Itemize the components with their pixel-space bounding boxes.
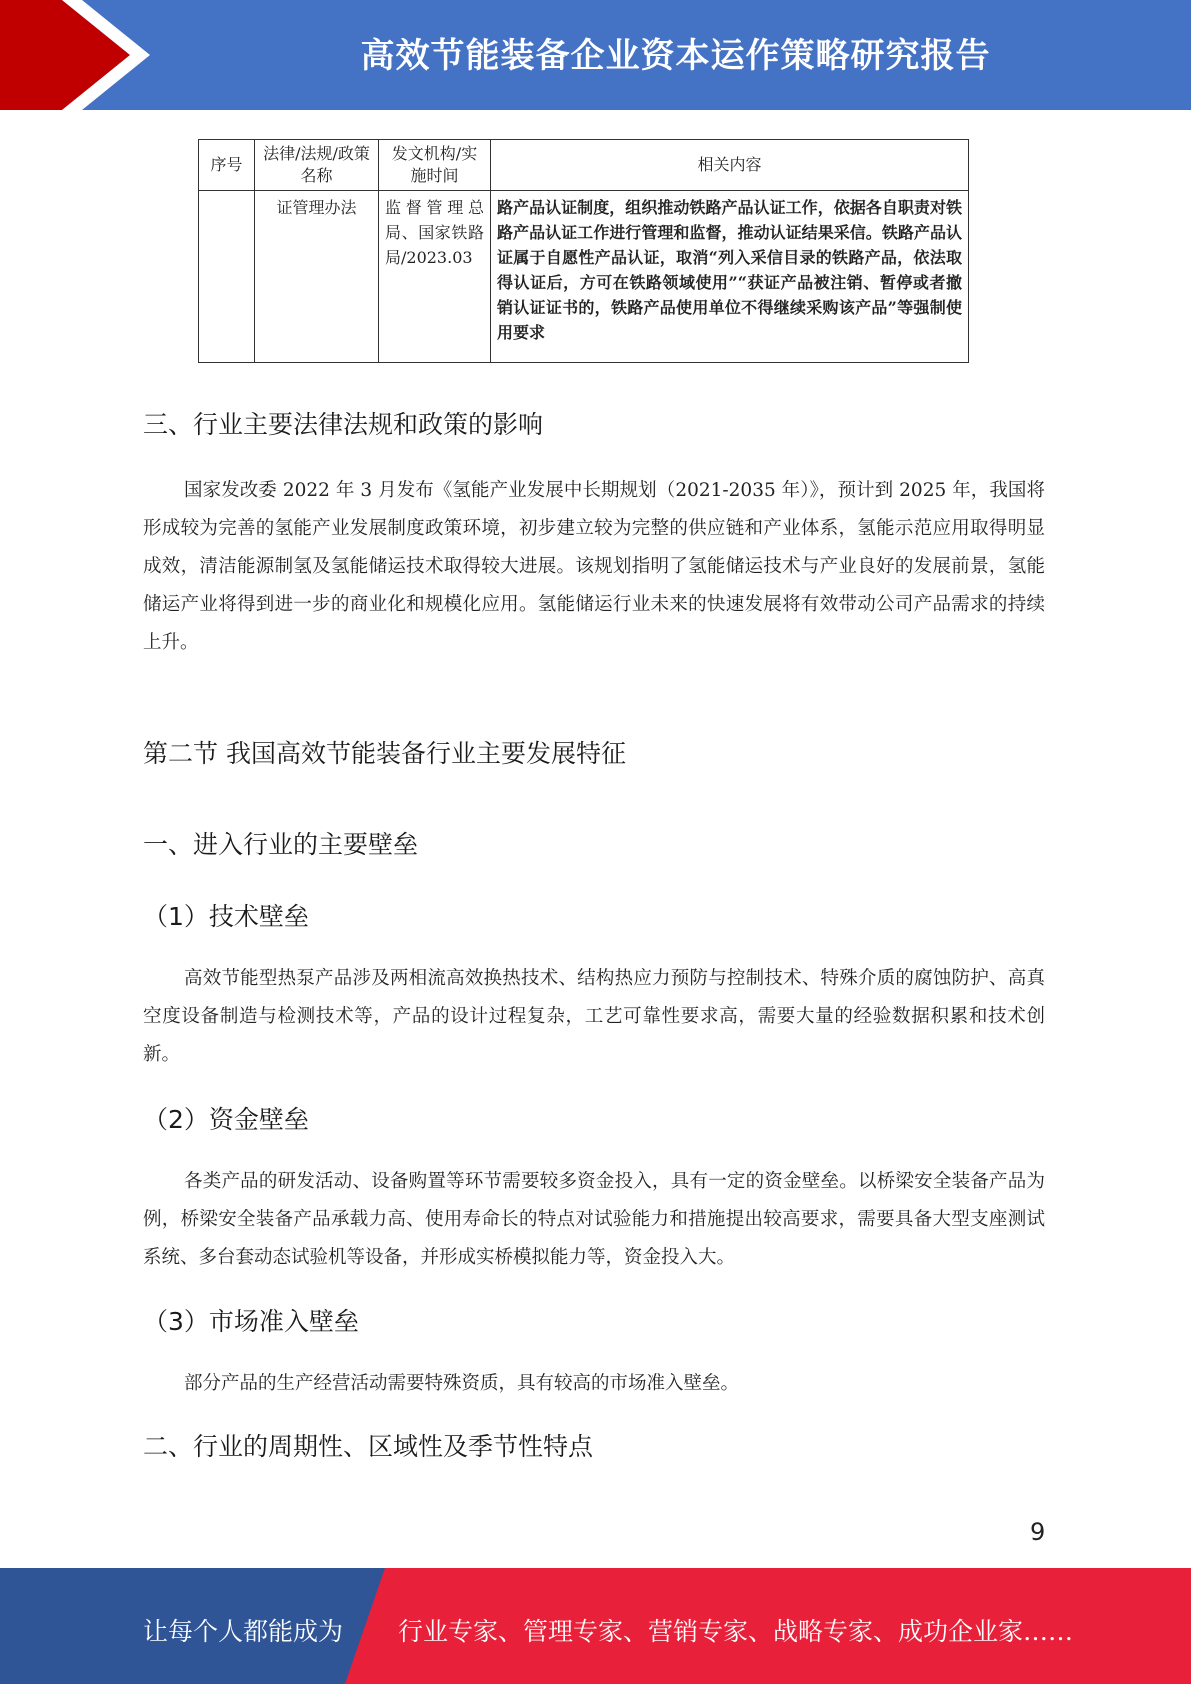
col-header-content: 相关内容 bbox=[491, 140, 969, 191]
law-table-container bbox=[198, 139, 968, 363]
page-footer bbox=[0, 1568, 1191, 1684]
col-header-org: 发文机构/实施时间 bbox=[379, 140, 491, 191]
footer-slogan-right: 行业专家、管理专家、营销专家、战略专家、成功企业家…… bbox=[398, 1617, 1074, 1646]
header-title: 高效节能装备企业资本运作策略研究报告 bbox=[360, 36, 991, 76]
paragraph-market-barrier: 部分产品的生产经营活动需要特殊资质，具有较高的市场准入壁垒。 bbox=[184, 1373, 740, 1394]
cell-law: 证管理办法 bbox=[255, 191, 379, 363]
cell-index bbox=[199, 191, 255, 363]
section-heading-policy-impact: 三、行业主要法律法规和政策的影响 bbox=[143, 410, 544, 439]
footer-slogan-left: 让每个人都能成为 bbox=[143, 1617, 344, 1646]
paragraph-capital-barrier: 各类产品的研发活动、设备购置等环节需要较多资金投入，具有一定的资金壁垒。以桥梁安全装备产品为例，桥梁安全装备产品承载力高、使用寿命长的特点对试验能力和措施提出较高要求，需要具备大型支座测试系统、多台套动态试验机等设备，并形成实桥模拟能力等，资金投入大。 bbox=[143, 1171, 1045, 1268]
cell-content: 路产品认证制度，组织推动铁路产品认证工作，依据各自职责对铁路产品认证工作进行管理和监督，推动认证结果采信。铁路产品认证属于自愿性产品认证，取消“列入采信目录的铁路产品，依法取得认证后，方可在铁路领域使用”“获证产品被注销、暂停或者撤销认证证书的，铁路产品使用单位不得继续采购该产品”等强制使用要求 bbox=[491, 191, 969, 363]
law-table bbox=[198, 139, 969, 363]
cell-org: 监督管理总局、国家铁路局/2023.03 bbox=[379, 191, 491, 363]
paragraph-policy-impact: 国家发改委 2022 年 3 月发布《氢能产业发展中长期规划（2021-2035 年）》，预计到 2025 年，我国将形成较为完善的氢能产业发展制度政策环境，初步建立较为完整的供应链和产业体系，氢能示范应用取得明显成效，清洁能源制氢及氢能储运技术取得较大进展。该规划指明了氢能储运技术与产业良好的发展前景，氢能储运产业将得到进一步的商业化和规模化应用。氢能储运行业未来的快速发展将有效带动公司产品需求的持续上升。 bbox=[143, 480, 1045, 653]
page-number: 9 bbox=[1030, 1518, 1046, 1546]
subheading-tech-barrier: （1）技术壁垒 bbox=[143, 902, 309, 931]
col-header-law: 法律/法规/政策名称 bbox=[255, 140, 379, 191]
chapter-heading-section2: 第二节 我国高效节能装备行业主要发展特征 bbox=[143, 739, 626, 768]
paragraph-tech-barrier: 高效节能型热泵产品涉及两相流高效换热技术、结构热应力预防与控制技术、特殊介质的腐蚀防护、高真空度设备制造与检测技术等，产品的设计过程复杂，工艺可靠性要求高，需要大量的经验数据积累和技术创新。 bbox=[143, 968, 1045, 1065]
subheading-market-barrier: （3）市场准入壁垒 bbox=[143, 1307, 359, 1336]
table-row bbox=[199, 191, 969, 363]
subheading-capital-barrier: （2）资金壁垒 bbox=[143, 1105, 309, 1134]
section-heading-cycle: 二、行业的周期性、区域性及季节性特点 bbox=[143, 1432, 594, 1461]
page-header bbox=[0, 0, 1191, 110]
table-header-row bbox=[199, 140, 969, 191]
section-heading-barriers: 一、进入行业的主要壁垒 bbox=[143, 830, 419, 859]
col-header-index: 序号 bbox=[199, 140, 255, 191]
